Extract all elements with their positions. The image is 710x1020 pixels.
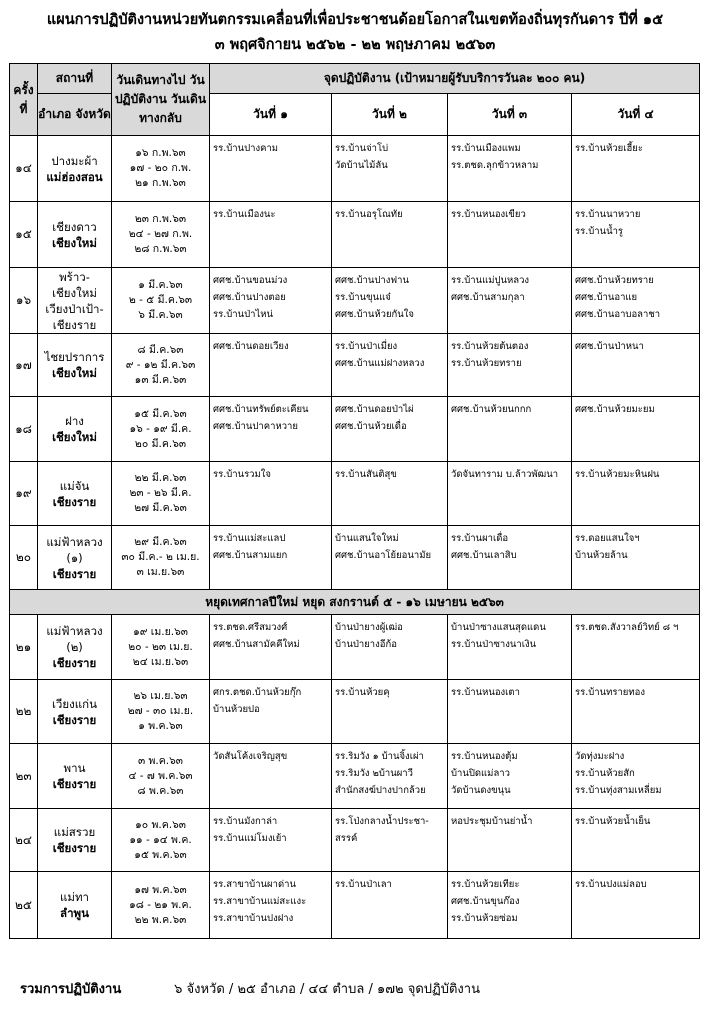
- day4-cell: [572, 136, 700, 202]
- province: เชียงราย: [52, 841, 97, 855]
- header-day4: วันที่ ๔: [572, 94, 700, 136]
- round-number: ๒๐: [10, 526, 38, 590]
- site-name: รร.บ้านแม่สะแลป: [213, 533, 286, 544]
- day2-cell: [332, 615, 448, 680]
- date-line: ๖ มี.ค.๖๓: [138, 309, 183, 321]
- date-line: ๓๐ มี.ค.- ๒ เม.ย.: [121, 551, 200, 563]
- site-name: ศศช.บ้านห้วยกันใจ: [335, 309, 415, 320]
- table-row: [10, 872, 700, 939]
- round-number: ๑๙: [10, 462, 38, 526]
- site-name: รร.บ้านมังกาล่า: [213, 816, 278, 827]
- day3-cell: [448, 462, 572, 526]
- site-name: หอประชุมบ้านย่าน้ำ: [451, 816, 533, 827]
- date-line: ๑๕ มี.ค.๖๓: [134, 407, 187, 420]
- site-name: รร.บ้านสันติสุข: [335, 469, 397, 480]
- amphoe: พาน: [63, 761, 86, 775]
- site-name: รร.บ้านขุนแจ๋: [335, 292, 391, 303]
- site-name: ศศช.บ้านสามกุลา: [451, 292, 525, 303]
- table-row: [10, 526, 700, 590]
- site-name: รร.บ้านห้วยซ่อม: [451, 913, 518, 924]
- day3-cell: [448, 615, 572, 680]
- day2-cell: [332, 744, 448, 809]
- site-name: ศศช.บ้านเลาสิบ: [451, 550, 517, 561]
- site-name: วัดสันโค้งเจริญสุข: [213, 751, 288, 762]
- site-name: รร.สาขาบ้านแม่สะแงะ: [213, 896, 307, 907]
- date-line: ๒๗ - ๓๐ เม.ย.: [127, 705, 194, 717]
- amphoe: แม่ฟ้าหลวง (๒): [46, 624, 103, 654]
- site-name: รร.ริมวัง ๑ บ้านจิ้งเผ่า: [335, 751, 424, 762]
- round-number: ๒๓: [10, 744, 38, 809]
- day2-cell: [332, 136, 448, 202]
- amphoe: เวียงแก่น: [52, 696, 97, 711]
- location-cell: [38, 268, 112, 334]
- day2-cell: [332, 526, 448, 590]
- dates-cell: [112, 462, 210, 526]
- date-line: ๒๔ - ๒๗ ก.พ.: [128, 228, 193, 240]
- day3-cell: [448, 268, 572, 334]
- dates-cell: [112, 136, 210, 202]
- day1-cell: [210, 268, 332, 334]
- day2-cell: [332, 268, 448, 334]
- day3-cell: [448, 680, 572, 744]
- day3-cell: [448, 136, 572, 202]
- amphoe: ไชยปราการ: [44, 350, 105, 364]
- day2-cell: [332, 680, 448, 744]
- header-travel: วันเดินทางไป วันปฏิบัติงาน วันเดินทางกลับ: [112, 64, 210, 136]
- header-day2: วันที่ ๒: [332, 94, 448, 136]
- site-name: รร.สาขาบ้านปงฝาง: [213, 913, 294, 924]
- date-line: ๔ - ๗ พ.ค.๖๓: [128, 769, 193, 782]
- site-name: รร.บ้านจ่าโบ่: [335, 143, 389, 154]
- location-cell: [38, 202, 112, 268]
- round-number: ๒๔: [10, 809, 38, 872]
- site-name: รร.บ้านห้วยเฮี้ยะ: [575, 143, 643, 154]
- day3-cell: [448, 872, 572, 939]
- site-name: รร.ตชด.ลุกข้าวหลาม: [451, 160, 539, 171]
- site-name: วัดจันทาราม บ.ล้าวพัฒนา: [451, 469, 559, 480]
- site-name: ศศช.บ้านอาแย: [575, 292, 638, 303]
- site-name: รร.บ้านผาเดื่อ: [451, 533, 509, 544]
- site-name: สำนักสงฆ์ปางปากล้วย: [335, 785, 426, 796]
- site-name: รร.ตชด.ศรีสมวงศ์: [213, 622, 288, 633]
- summary-value: ๖ จังหวัด / ๒๕ อำเภอ / ๔๔ ตำบล / ๑๗๒ จุดปฏิบัติงาน: [174, 982, 480, 997]
- header-day3: วันที่ ๓: [448, 94, 572, 136]
- table-row: [10, 615, 700, 680]
- site-name: รร.บ้านรวมใจ: [213, 469, 271, 480]
- date-line: ๒๘ ก.พ.๖๓: [134, 243, 187, 255]
- site-name: รร.บ้านแม่ปูนหลวง: [451, 275, 530, 286]
- site-name: ศศช.บ้านขอนม่วง: [213, 275, 288, 286]
- date-line: ๒๑ ก.พ.๖๓: [135, 177, 186, 189]
- dates-cell: [112, 615, 210, 680]
- site-name: รร.บ้านห้วยคุ: [335, 687, 390, 698]
- site-name: รร.บ้านเมืองนะ: [213, 209, 276, 220]
- date-line: ๙ - ๑๒ มี.ค.๖๓: [125, 358, 196, 371]
- table-row: [10, 397, 700, 462]
- site-name: รร.บ้านห้วยมะหินฝน: [575, 469, 660, 480]
- site-name: รร.ดอยแสนใจฯ: [575, 533, 640, 544]
- table-row: [10, 334, 700, 397]
- header-amphoe-province: อำเภอ จังหวัด: [38, 94, 112, 136]
- day1-cell: [210, 462, 332, 526]
- site-name: รร.บ้านปงแม่ลอบ: [575, 879, 647, 890]
- day1-cell: [210, 334, 332, 397]
- site-name: รร.บ้านห้วยน้ำเย็น: [575, 816, 651, 827]
- site-name: ศกร.ตชด.บ้านห้วยกุ๊ก: [213, 687, 302, 698]
- amphoe: ปางมะผ้า: [51, 153, 98, 168]
- day4-cell: [572, 872, 700, 939]
- site-name: ศศช.บ้านห้วยเดื่อ: [335, 421, 407, 432]
- day1-cell: [210, 809, 332, 872]
- province: เชียงราย: [52, 777, 97, 791]
- date-line: ๑๖ ก.พ.๖๓: [135, 147, 186, 159]
- province: เชียงใหม่: [52, 235, 97, 250]
- site-name: ศศช.บ้านอาโย้ยอนามัย: [335, 550, 432, 561]
- date-line: ๒ - ๕ มี.ค.๖๓: [128, 294, 193, 306]
- site-name: ศศช.บ้านห้วยมะยม: [575, 404, 655, 415]
- amphoe: แม่สรวย: [53, 825, 96, 839]
- site-name: รร.บ้านป่าซางนาเงิน: [451, 639, 537, 650]
- holiday-row: หยุดเทศกาลปีใหม่ หยุด สงกรานต์ ๕ - ๑๖ เมษายน ๒๕๖๓: [10, 590, 700, 615]
- date-line: ๒๓ - ๒๖ มี.ค.: [129, 487, 192, 499]
- day4-cell: [572, 615, 700, 680]
- dates-cell: [112, 872, 210, 939]
- province: ลำพูน: [60, 906, 89, 920]
- date-line: ๑๘ - ๒๑ พ.ค.: [129, 898, 192, 911]
- table-row: [10, 268, 700, 334]
- amphoe: พร้าว-เชียงใหม่ เวียงป่าเป้า-เชียงราย: [45, 269, 104, 332]
- day4-cell: [572, 268, 700, 334]
- site-name: รร.โป่งกลางน้ำประชา-: [335, 816, 429, 827]
- day2-cell: [332, 202, 448, 268]
- site-name: วัดบ้านดงขนุน: [451, 785, 511, 796]
- table-row: [10, 136, 700, 202]
- round-number: ๑๗: [10, 334, 38, 397]
- round-number: ๒๕: [10, 872, 38, 939]
- day1-cell: [210, 615, 332, 680]
- day4-cell: [572, 202, 700, 268]
- site-name: ศศช.บ้านขุนก๊อง: [451, 896, 520, 907]
- day1-cell: [210, 680, 332, 744]
- province: เชียงราย: [52, 566, 97, 581]
- site-name: รร.บ้านหนองเตา: [451, 687, 520, 698]
- summary: [20, 978, 480, 999]
- location-cell: [38, 526, 112, 590]
- site-name: รร.บ้านหนองตุ้ม: [451, 751, 518, 762]
- dates-cell: [112, 680, 210, 744]
- site-name: ศศช.บ้านปาคาหวาย: [213, 421, 298, 432]
- province: แม่ฮ่องสอน: [46, 169, 103, 184]
- day2-cell: [332, 872, 448, 939]
- site-name: รร.บ้านอรุโณทัย: [335, 209, 403, 220]
- table-row: [10, 744, 700, 809]
- day4-cell: [572, 809, 700, 872]
- table-row: [10, 680, 700, 744]
- site-name: รร.บ้านห้วยเทียะ: [451, 879, 520, 890]
- date-line: ๒๙ มี.ค.๖๓: [134, 536, 187, 548]
- site-name: บ้านป่าซางแสนสุดแดน: [451, 622, 546, 633]
- date-line: ๒๓ ก.พ.๖๓: [134, 213, 187, 225]
- site-name: รร.บ้านห้วยสัก: [575, 768, 635, 779]
- site-name: บ้านห้วยล้าน: [575, 550, 628, 561]
- date-line: ๘ พ.ค.๖๓: [137, 784, 184, 797]
- site-name: บ้านแสนใจใหม่: [335, 533, 399, 544]
- dates-cell: [112, 744, 210, 809]
- site-name: รร.บ้านทรายทอง: [575, 687, 645, 698]
- location-cell: [38, 334, 112, 397]
- amphoe: แม่จัน: [59, 478, 90, 493]
- site-name: รร.บ้านเมืองแพม: [451, 143, 521, 154]
- date-line: ๘ มี.ค.๖๓: [137, 343, 184, 356]
- location-cell: [38, 809, 112, 872]
- site-name: ศศช.บ้านดอยเวียง: [213, 341, 289, 352]
- day1-cell: [210, 397, 332, 462]
- day4-cell: [572, 397, 700, 462]
- page-subtitle: ๓ พฤศจิกายน ๒๕๖๒ - ๒๒ พฤษภาคม ๒๕๖๓: [214, 37, 496, 53]
- dates-cell: [112, 268, 210, 334]
- site-name: ศศช.บ้านห้วยทราย: [575, 275, 654, 286]
- amphoe: แม่ทา: [59, 890, 90, 904]
- date-line: ๑๗ พ.ค.๖๓: [134, 883, 187, 896]
- site-name: รร.บ้านห้วยทราย: [451, 358, 522, 369]
- round-number: ๑๖: [10, 268, 38, 334]
- dates-cell: [112, 526, 210, 590]
- date-line: ๒๖ เม.ย.๖๓: [133, 690, 188, 702]
- date-line: ๒๐ มี.ค.๖๓: [134, 437, 187, 450]
- amphoe: เชียงดาว: [52, 219, 97, 234]
- day3-cell: [448, 334, 572, 397]
- site-name: ศศช.บ้านอาบอลาชา: [575, 309, 661, 320]
- table-row: [10, 202, 700, 268]
- day4-cell: [572, 462, 700, 526]
- dates-cell: [112, 334, 210, 397]
- date-line: ๑๖ - ๑๙ มี.ค.: [129, 422, 192, 435]
- site-name: รร.บ้านน้ำรู: [575, 226, 624, 237]
- day4-cell: [572, 526, 700, 590]
- site-name: วัดบ้านไม้ลัน: [335, 160, 388, 171]
- site-name: รร.บ้านป่าไหน่: [213, 309, 273, 320]
- site-name: รร.บ้านแม่โมงเย้า: [213, 833, 287, 844]
- site-name: รร.บ้านนาหวาย: [575, 209, 641, 220]
- header-location: สถานที่: [38, 64, 112, 94]
- location-cell: [38, 615, 112, 680]
- site-name: รร.สาขาบ้านผาด่าน: [213, 879, 296, 890]
- site-name: รร.บ้านทุ่งสามเหลี่ยม: [575, 785, 662, 796]
- location-cell: [38, 744, 112, 809]
- day3-cell: [448, 526, 572, 590]
- table-row: [10, 809, 700, 872]
- rows-before-holiday: [10, 136, 700, 590]
- site-name: รร.บ้านป่าเมี่ยง: [335, 341, 398, 352]
- date-line: ๒๒ มี.ค.๖๓: [134, 472, 187, 484]
- dates-cell: [112, 202, 210, 268]
- site-name: บ้านห้วยปอ: [213, 704, 260, 715]
- site-name: ศศช.บ้านห้วยนกกก: [451, 404, 532, 415]
- site-name: รร.ตชด.สังวาลย์วิทย์ ๘ ฯ: [575, 622, 679, 633]
- site-name: บ้านป่ายางอีก้อ: [335, 639, 397, 650]
- header-day1: วันที่ ๑: [210, 94, 332, 136]
- date-line: ๑๗ - ๒๐ ก.พ.: [129, 162, 192, 174]
- day3-cell: [448, 397, 572, 462]
- day1-cell: [210, 202, 332, 268]
- site-name: รร.บ้านห้วยต้นตอง: [451, 341, 529, 352]
- schedule-table: [9, 63, 700, 939]
- day3-cell: [448, 744, 572, 809]
- date-line: ๒๗ มี.ค.๖๓: [134, 502, 187, 514]
- page-title: แผนการปฏิบัติงานหน่วยทันตกรรมเคลื่อนที่เพื่อประชาชนด้อยโอกาสในเขตท้องถิ่นทุรกันดาร ปีที่ ๑๕: [46, 12, 664, 28]
- site-name: ศศช.บ้านป่าหนา: [575, 341, 644, 352]
- date-line: ๒๐ - ๒๓ เม.ย.: [128, 640, 193, 653]
- date-line: ๑ พ.ค.๖๓: [138, 720, 183, 732]
- day1-cell: [210, 744, 332, 809]
- table-row: [10, 462, 700, 526]
- day4-cell: [572, 334, 700, 397]
- day1-cell: [210, 872, 332, 939]
- round-number: ๒๒: [10, 680, 38, 744]
- header-work: จุดปฏิบัติงาน (เป้าหมายผู้รับบริการวันละ ๒๐๐ คน): [210, 64, 700, 94]
- day1-cell: [210, 526, 332, 590]
- day1-cell: [210, 136, 332, 202]
- day2-cell: [332, 809, 448, 872]
- site-name: ศศช.บ้านสามแยก: [213, 550, 288, 561]
- amphoe: แม่ฟ้าหลวง (๑): [46, 534, 103, 565]
- dates-cell: [112, 397, 210, 462]
- round-number: ๑๕: [10, 202, 38, 268]
- location-cell: [38, 680, 112, 744]
- location-cell: [38, 462, 112, 526]
- site-name: ศศช.บ้านสามัคคีใหม่: [213, 639, 300, 650]
- site-name: ศศช.บ้านปางฟาน: [335, 275, 409, 286]
- summary-label: รวมการปฏิบัติงาน: [20, 982, 122, 997]
- province: เชียงใหม่: [52, 430, 97, 444]
- dates-cell: [112, 809, 210, 872]
- day3-cell: [448, 809, 572, 872]
- day4-cell: [572, 744, 700, 809]
- site-name: รร.ริมวัง ๒บ้านผาวี: [335, 768, 413, 779]
- date-line: ๓ พ.ค.๖๓: [138, 754, 183, 767]
- site-name: ศศช.บ้านทรัพย์ตะเคียน: [213, 404, 309, 415]
- site-name: ศศช.บ้านแม่ฝางหลวง: [335, 358, 425, 369]
- header-round: ครั้งที่: [10, 64, 38, 136]
- day3-cell: [448, 202, 572, 268]
- date-line: ๒๔ เม.ย.๖๓: [132, 655, 189, 668]
- day4-cell: [572, 680, 700, 744]
- date-line: ๒๒ พ.ค.๖๓: [134, 913, 187, 926]
- date-line: ๑๐ พ.ค.๖๓: [135, 818, 186, 831]
- day2-cell: [332, 334, 448, 397]
- amphoe: ฝาง: [65, 414, 84, 428]
- site-name: รร.บ้านหนองเขียว: [451, 209, 526, 220]
- round-number: ๑๘: [10, 397, 38, 462]
- date-line: ๓ เม.ย.๖๓: [136, 566, 185, 578]
- date-line: ๑๓ มี.ค.๖๓: [134, 373, 187, 386]
- day2-cell: [332, 462, 448, 526]
- site-name: สรรค์: [335, 833, 358, 844]
- rows-after-holiday: [10, 615, 700, 939]
- round-number: ๒๑: [10, 615, 38, 680]
- site-name: รร.บ้านป่าเลา: [335, 879, 392, 890]
- province: เชียงราย: [52, 712, 97, 727]
- site-name: ศศช.บ้านดอยป่าไผ่: [335, 404, 414, 415]
- site-name: บ้านป่ายางผู้เฒ่อ: [335, 622, 403, 633]
- location-cell: [38, 136, 112, 202]
- province: เชียงราย: [52, 656, 97, 670]
- site-name: วัดทุ่งมะฝาง: [575, 751, 625, 762]
- day2-cell: [332, 397, 448, 462]
- date-line: ๑๕ พ.ค.๖๓: [134, 848, 187, 861]
- site-name: รร.บ้านปางคาม: [213, 143, 279, 154]
- date-line: ๑๑ - ๑๔ พ.ค.: [129, 833, 192, 846]
- location-cell: [38, 397, 112, 462]
- province: เชียงราย: [52, 494, 97, 509]
- round-number: ๑๔: [10, 136, 38, 202]
- date-line: ๑ มี.ค.๖๓: [138, 279, 183, 291]
- site-name: ศศช.บ้านปางตอย: [213, 292, 286, 303]
- date-line: ๑๙ เม.ย.๖๓: [133, 625, 188, 638]
- location-cell: [38, 872, 112, 939]
- province: เชียงใหม่: [52, 366, 97, 380]
- site-name: บ้านปิดแม่ลาว: [451, 768, 510, 779]
